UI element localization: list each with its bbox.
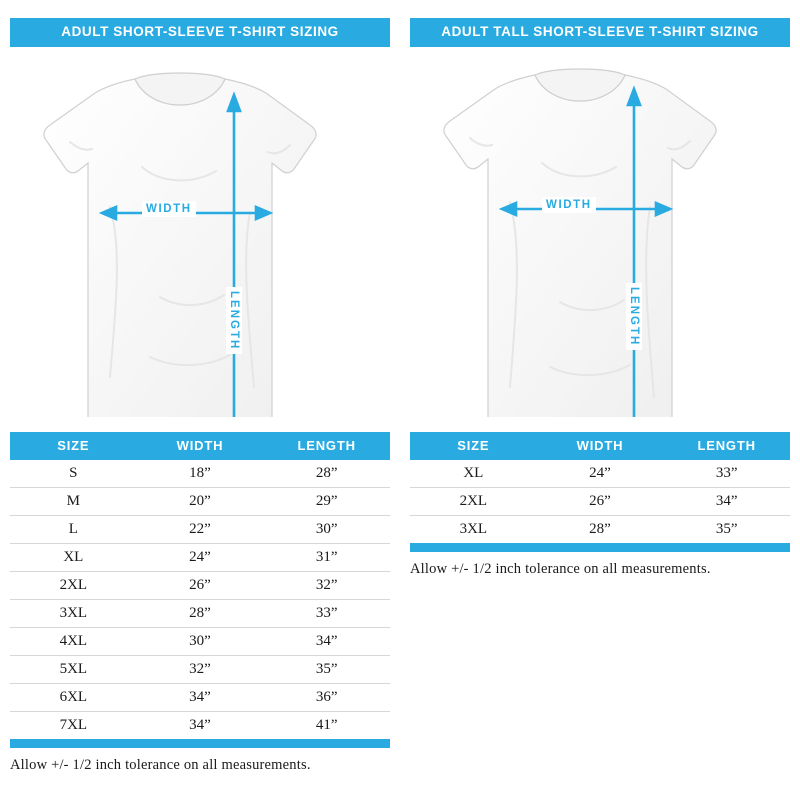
width-label-tall: WIDTH [542, 197, 596, 213]
table-row [10, 712, 390, 740]
tolerance-note-tall: Allow +/- 1/2 inch tolerance on all measurements. [410, 561, 711, 577]
panel-title-adult-regular: ADULT SHORT-SLEEVE T-SHIRT SIZING [10, 18, 390, 47]
table-row [410, 460, 790, 488]
size-table-tall-block [410, 432, 790, 578]
table-footer-bar-regular [10, 739, 390, 748]
cell-size: S [10, 460, 137, 488]
cell-length: 35” [263, 656, 390, 684]
cell-size: 3XL [10, 600, 137, 628]
length-label-regular: LENGTH [226, 287, 242, 354]
cell-width: 24” [137, 544, 264, 572]
cell-length: 28” [263, 460, 390, 488]
tolerance-note-regular: Allow +/- 1/2 inch tolerance on all measurements. [10, 757, 311, 773]
panel-title-adult-tall: ADULT TALL SHORT-SLEEVE T-SHIRT SIZING [410, 18, 790, 47]
table-row [10, 684, 390, 712]
cell-length: 29” [263, 488, 390, 516]
cell-length: 32” [263, 572, 390, 600]
table-row [410, 516, 790, 544]
table-row [10, 600, 390, 628]
cell-width: 28” [137, 600, 264, 628]
cell-length: 41” [315, 717, 338, 733]
cell-length: 33” [663, 460, 790, 488]
cell-width: 34” [189, 717, 211, 733]
width-label-regular: WIDTH [142, 201, 196, 217]
tshirt-graphic-tall [410, 47, 790, 417]
cell-width: 20” [137, 488, 264, 516]
cell-width: 30” [137, 628, 264, 656]
shirt-illustration-regular [10, 47, 390, 417]
table-row [10, 628, 390, 656]
cell-size: L [10, 516, 137, 544]
table-row [10, 460, 390, 488]
cell-length: 31” [263, 544, 390, 572]
size-table-tall [410, 432, 790, 543]
column-header-width: WIDTH [137, 432, 264, 460]
cell-width: 22” [137, 516, 264, 544]
cell-width: 28” [589, 521, 611, 537]
column-header-length: LENGTH [663, 432, 790, 460]
cell-size: XL [10, 544, 137, 572]
cell-length: 34” [263, 628, 390, 656]
column-header-size: SIZE [410, 432, 537, 460]
cell-length: 30” [263, 516, 390, 544]
cell-length: 36” [263, 684, 390, 712]
table-header-row [410, 432, 790, 460]
cell-length: 35” [715, 521, 738, 537]
cell-size: 7XL [59, 717, 88, 733]
cell-width: 32” [137, 656, 264, 684]
cell-size: 2XL [410, 488, 537, 516]
table-row [10, 544, 390, 572]
table-footer-bar-tall [410, 543, 790, 552]
cell-size: 2XL [10, 572, 137, 600]
size-table-regular-block [10, 432, 390, 774]
table-row [410, 488, 790, 516]
cell-length: 34” [663, 488, 790, 516]
cell-width: 34” [137, 684, 264, 712]
cell-width: 24” [537, 460, 664, 488]
table-row [10, 516, 390, 544]
table-row [10, 656, 390, 684]
cell-length: 33” [263, 600, 390, 628]
cell-size: 5XL [10, 656, 137, 684]
cell-size: M [10, 488, 137, 516]
cell-width: 18” [137, 460, 264, 488]
column-header-length: LENGTH [263, 432, 390, 460]
size-table-regular [10, 432, 390, 739]
tshirt-graphic [10, 47, 390, 417]
length-label-tall: LENGTH [626, 283, 642, 350]
cell-size: 6XL [10, 684, 137, 712]
cell-width: 26” [537, 488, 664, 516]
table-header-row [10, 432, 390, 460]
table-row [10, 572, 390, 600]
column-header-size: SIZE [10, 432, 137, 460]
cell-size: 4XL [10, 628, 137, 656]
panel-adult-tall [410, 18, 790, 417]
column-header-width: WIDTH [537, 432, 664, 460]
cell-size: 3XL [459, 521, 488, 537]
shirt-illustration-tall [410, 47, 790, 417]
cell-width: 26” [137, 572, 264, 600]
cell-size: XL [410, 460, 537, 488]
table-row [10, 488, 390, 516]
panel-adult-regular [10, 18, 390, 417]
